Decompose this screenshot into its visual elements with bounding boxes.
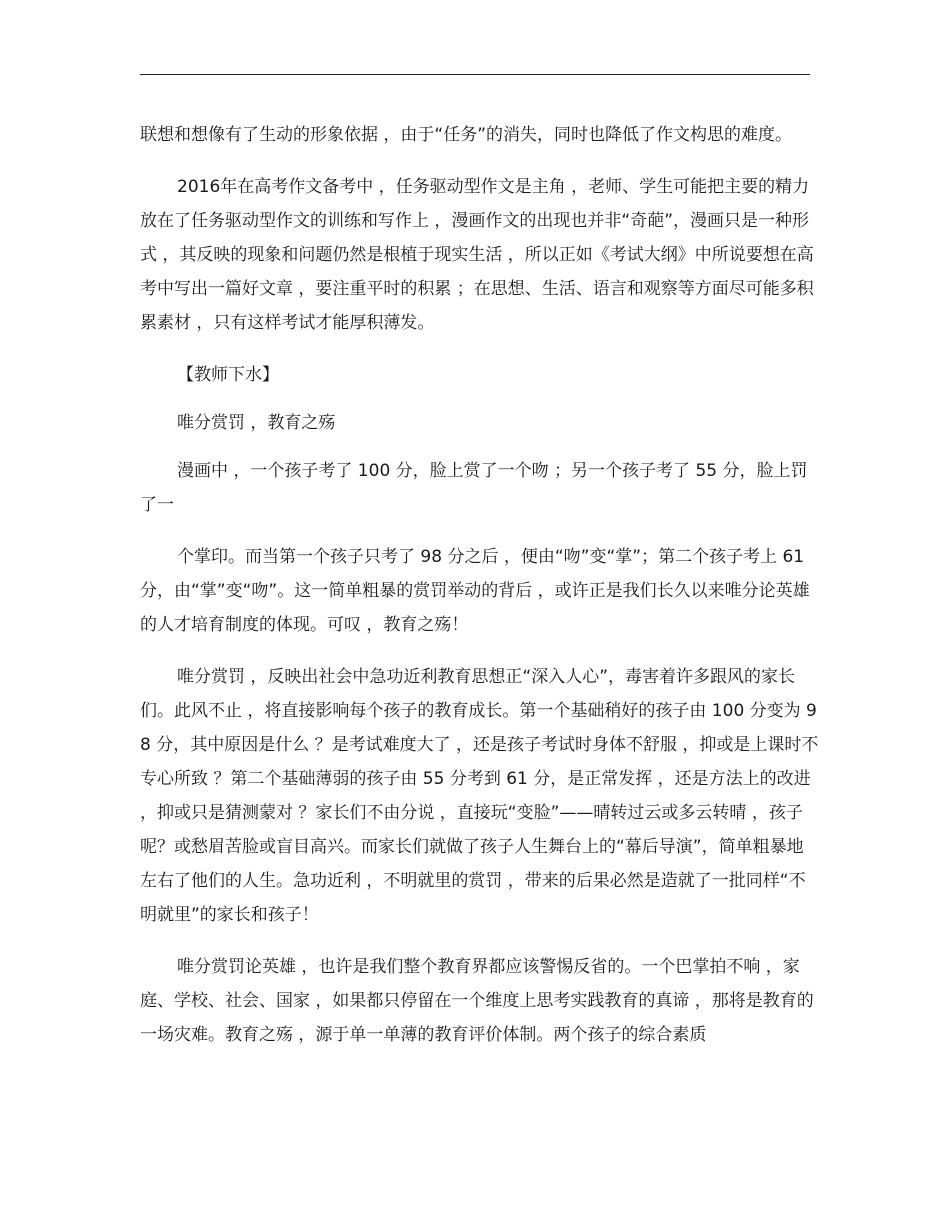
paragraph: 个掌印。而当第一个孩子只考了 98 分之后 ，便由“吻”变“掌”；第二个孩子考上 61 分，由“掌”变“吻”。这一简单粗暴的赏罚举动的背后 ，或许正是我们长久以来唯分论英雄的人才培育制度的体现。可叹 ，教育之殇！ bbox=[140, 547, 810, 635]
paragraph: 漫画中 ，一个孩子考了 100 分，脸上赏了一个吻 ；另一个孩子考了 55 分，脸上罚了一 bbox=[140, 461, 808, 515]
essay-title: 唯分赏罚 ，教育之殇 bbox=[177, 413, 336, 433]
document-body bbox=[140, 118, 820, 1070]
paragraph: 联想和想像有了生动的形象依据 ，由于“任务”的消失，同时也降低了作文构思的难度。 bbox=[140, 125, 793, 145]
paragraph: 2016年在高考作文备考中 ，任务驱动型作文是主角 ，老师、学生可能把主要的精力放在了任务驱动型作文的训练和写作上 ，漫画作文的出现也并非“奇葩”，漫画只是一种形式 ，其反映的现象和问题仍然是根植于现实生活 ，所以正如《考试大纲》中所说要想在高考中写出一篇好文章 ，要注重平时的积累 ；在思想、生活、语言和观察等方面尽可能多积累素材 ，只有这样考试才能厚积薄发。 bbox=[140, 177, 814, 333]
section-heading: 【教师下水】 bbox=[177, 365, 279, 385]
header-rule bbox=[140, 74, 810, 75]
paragraph: 唯分赏罚论英雄 ，也许是我们整个教育界都应该警惕反省的。一个巴掌拍不响 ，家庭、学校、社会、国家 ，如果都只停留在一个维度上思考实践教育的真谛 ，那将是教育的一场灾难。教育之殇 ，源于单一单薄的教育评价体制。两个孩子的综合素质 bbox=[140, 957, 814, 1045]
paragraph: 唯分赏罚 ，反映出社会中急功近利教育思想正“深入人心”，毒害着许多跟风的家长们。此风不止 ，将直接影响每个孩子的教育成长。第一个基础稍好的孩子由 100 分变为 98 分，其中原因是什么 ？是考试难度大了 ，还是孩子考试时身体不舒服 ，抑或是上课时不专心所致 ？第二个基础薄弱的孩子由 55 分考到 61 分，是正常发挥 ，还是方法上的改进 ，抑或只是猜测蒙对 ？家长们不由分说 ，直接玩“变脸”——晴转过云或多云转晴 ，孩子呢？或愁眉苦脸或盲目高兴。而家长们就做了孩子人生舞台上的“幕后导演”，简单粗暴地左右了他们的人生。急功近利 ，不明就里的赏罚 ，带来的后果必然是造就了一批同样“不明就里”的家长和孩子！ bbox=[140, 667, 819, 925]
